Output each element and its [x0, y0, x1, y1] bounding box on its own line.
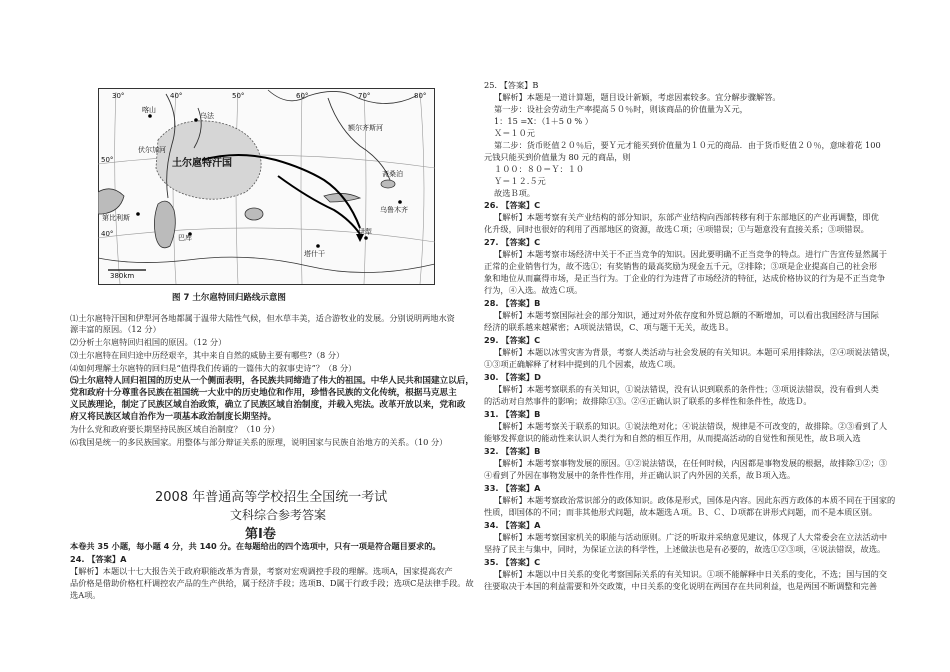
answer-line: 【解析】本题考察有关产业结构的部分知识，东部产业结构向西部转移有利于东部地区的产业再调整，即优	[494, 212, 879, 222]
answer-title: 文科综合参考答案	[230, 508, 327, 522]
answer-line: 【解析】本题考察事物发展的原因。①②说法错误，在任何时候，内因都是事物发展的根据，故排除①②；③	[494, 458, 888, 468]
answer-line: ④看到了外因在事物发展中的条件性作用，并正确认识了内外因的关系，故Ｂ项入选。	[484, 470, 796, 480]
answer-line: 33. 【答案】A	[484, 483, 541, 493]
map-lon-50: 50°	[232, 92, 245, 100]
question-line: ⑴土尔扈特汗国和伊犁河各地都属于温带大陆性气候，但水草丰美，适合游牧业的发展。分别说明两地水资	[70, 313, 455, 323]
answer-line: Ｘ＝１０元	[494, 128, 535, 138]
answer-line: 性质，即国体的不同；而非其他形式问题，故本题选Ａ项。Ｂ、Ｃ、Ｄ项都在讲形式问题，而不是本质区别。	[484, 507, 878, 517]
answer-line: Ｙ＝１２.５元	[494, 176, 546, 186]
answer-line: ①③项正确解释了材料中提到的几个因素，故选Ｃ项。	[484, 359, 681, 369]
map-place-zaysan: 斋桑泊	[382, 170, 403, 178]
volume-title: 第Ⅰ卷	[245, 527, 276, 542]
question-line: 义民族理论，制定了民族区域自治政策，确立了民族区域自治制度，并载入宪法。改革开放以来，党和政	[70, 400, 466, 410]
answer-line: 【解析】本题是一道计算题，题目设计新颖，考虑因素较多。宜分解步骤解答。	[494, 92, 781, 102]
question-line: ⑶土尔扈特在回归途中历经艰辛，其中来自自然的威胁主要有哪些?（8 分）	[70, 350, 345, 360]
answer-line: 34. 【答案】A	[484, 520, 541, 530]
question-line: ⑷如何理解土尔扈特的回归是“值得我们传诵的一篇伟大的叙事史诗”？（8 分）	[70, 363, 357, 373]
answer-line: 28. 【答案】B	[484, 298, 541, 308]
map-place-ufa: 乌法	[200, 112, 214, 120]
answer-line: 化升级，同时也很好的利用了西部地区的资源，故选Ｃ项；④项错误；①与题意没有直接关系；③项错误。	[484, 224, 869, 234]
answer-line: 25. 【答案】B	[484, 80, 539, 90]
question-line: ⑵分析土尔扈特回归祖国的原因。（12 分）	[70, 337, 227, 347]
answer-line: 故选Ｂ项。	[494, 188, 535, 198]
answer-line: 【解析】本题考察关于联系的知识。①说法绝对化；④说法错误，规律是不可改变的，故排除。②③看到了人	[494, 421, 888, 431]
answer-line: 行为，④入选。故选Ｃ项。	[484, 285, 583, 295]
answer-line: 1：15 =X：（1＋5 0 % ）	[494, 116, 593, 126]
answer-line: 坚持了民主与集中，同时，为保证立法的科学性，上述做法也是有必要的，故选①②③项，④说法错误，故选。	[484, 544, 886, 554]
route-map-figure	[98, 88, 435, 285]
answer-line: 【解析】本题考察联系的有关知识，①说法错误，没有认识到联系的条件性；③项说法错误，没有看到人类	[494, 384, 879, 394]
answer-line: 往要取决于本国的利益需要和外交政策，中日关系的变化说明在两国存在共同利益，也是两国不断调整和完善	[484, 581, 878, 591]
map-lon-70: 70°	[358, 92, 371, 100]
answer-24: 24. 【答案】A	[70, 554, 127, 564]
map-place-yili: 伊犁	[358, 228, 372, 236]
question-line: 为什么党和政府要长期坚持民族区域自治制度？（10 分）	[70, 424, 280, 434]
analysis-line: 【解析】本题以十七大报告关于政府职能改革为背景，考察对宏观调控手段的理解。选项A，国家提高农产	[70, 566, 453, 576]
analysis-line: 选A项。	[70, 590, 101, 600]
answer-line: 经济的联系越来越紧密；A项说法错误，C、项与题干无关，故选Ｂ。	[484, 322, 734, 332]
answer-line: 的活动对自然事件的影响；故排除①③。②④正确认识了联系的多样性和条件性，故选Ｄ。	[484, 396, 812, 406]
answer-line: 26. 【答案】C	[484, 200, 541, 210]
answer-line: 32. 【答案】B	[484, 446, 541, 456]
map-lon-30: 30°	[112, 92, 125, 100]
answer-line: 27. 【答案】C	[484, 237, 541, 247]
exam-title: 2008 年普通高等学校招生全国统一考试	[155, 490, 388, 505]
answer-line: 第一步：设社会劳动生产率提高５０％时，则该商品的价值量为Ｘ元，	[494, 104, 748, 114]
map-lat-50: 50°	[101, 156, 114, 164]
question-line: 府又将民族区域自治作为一项基本政治制度长期坚持。	[70, 412, 277, 422]
answer-line: 【解析】本题以中日关系的变化考察国际关系的有关知识。①项不能解释中日关系的变化，不选；国与国的交	[494, 569, 888, 579]
answer-line: １００：８０＝Ｙ：１０	[494, 164, 585, 174]
answer-line: 【解析】本题考察国际社会的部分知识，通过对外依存度和外贸总额的不断增加，可以看出我国经济与国际	[494, 310, 879, 320]
answer-line: 31. 【答案】B	[484, 409, 541, 419]
map-lon-40: 40°	[170, 92, 183, 100]
answer-line: 35. 【答案】C	[484, 557, 541, 567]
analysis-line: 品价格是借助价格杠杆调控农产品的生产供给，属于经济手段；选项B、D属于行政手段；选项C是法律手段。故	[70, 578, 474, 588]
answer-line: 30. 【答案】D	[484, 372, 541, 382]
instructions: 本卷共 35 小题，每小题 4 分，共 140 分。在每题给出的四个选项中，只有一项是符合题目要求的。	[70, 541, 441, 551]
question-line: 源丰富的原因。（12 分）	[70, 324, 161, 334]
map-place-tashkent: 塔什干	[304, 250, 325, 258]
answer-line: 【解析】本题以冰雪灾害为背景，考察人类活动与社会发展的有关知识。本题可采用排除法，②④项说法错误，	[494, 347, 896, 357]
map-lat-40: 40°	[101, 230, 114, 238]
question-line: 党和政府十分尊重各民族在祖国统一大业中的历史地位和作用，珍惜各民族的文化传统，根据马克思主	[70, 388, 457, 398]
answer-line: 29. 【答案】C	[484, 335, 541, 345]
answer-line: 元钱只能买到价值量为 80 元的商品，则	[484, 152, 631, 162]
question-line: ⑹我国是统一的多民族国家。用整体与部分辩证关系的原理，说明国家与民族自治地方的关系。（10 分）	[70, 437, 448, 447]
map-place-volga: 伏尔加河	[138, 146, 166, 154]
map-lon-80: 80°	[414, 92, 427, 100]
question-line: ⑸土尔扈特人回归祖国的历史从一个侧面表明，各民族共同缔造了伟大的祖国。中华人民共和国建立以后，	[70, 376, 474, 386]
answer-line: 能够发挥意识的能动性来认识人类行为和自然的相互作用，从而提高活动的自觉性和预见性，故Ｂ项入选	[484, 433, 861, 443]
map-place-kazan: 喀山	[142, 106, 156, 114]
map-place-irtysh: 额尔齐斯河	[348, 124, 383, 132]
map-lon-60: 60°	[296, 92, 309, 100]
answer-line: 象和地位从而赢得市场，是正当行为。丁企业的行为违背了市场经济的特征，达成价格协议的行为是不正当竞争	[484, 273, 886, 283]
map-place-tbilisi: 第比利斯	[102, 214, 130, 222]
answer-line: 【解析】本题考察政治常识部分的政体知识。政体是形式，国体是内容。因此东西方政体的本质不同在于国家的	[494, 495, 896, 505]
map-place-baku: 巴库	[178, 234, 192, 242]
answer-line: 【解析】本题考察市场经济中关于不正当竞争的知识。因此要明确不正当竞争的特点。进行广告宣传显然属于	[494, 249, 888, 259]
answer-line: 第二步：货币贬值２０％后，要Ｙ元才能买到价值量为１０元的商品．由于货币贬值２０％，意味着花 100	[494, 140, 881, 150]
answer-line: 正常的企业销售行为，故不选①；有奖销售的最高奖励为现金五千元，②排除；③项是企业提高自己的社会形	[484, 261, 878, 271]
answer-line: 【解析】本题考察国家机关的职能与活动原则。广泛的听取并采纳意见建议，体现了人大常委会在立法活动中	[494, 532, 888, 542]
map-scale: 380km	[110, 272, 135, 280]
map-caption: 图 7 土尔扈特回归路线示意图	[172, 293, 286, 303]
map-place-urumqi: 乌鲁木齐	[380, 206, 408, 214]
map-place-khanate: 土尔扈特汗国	[172, 158, 232, 169]
